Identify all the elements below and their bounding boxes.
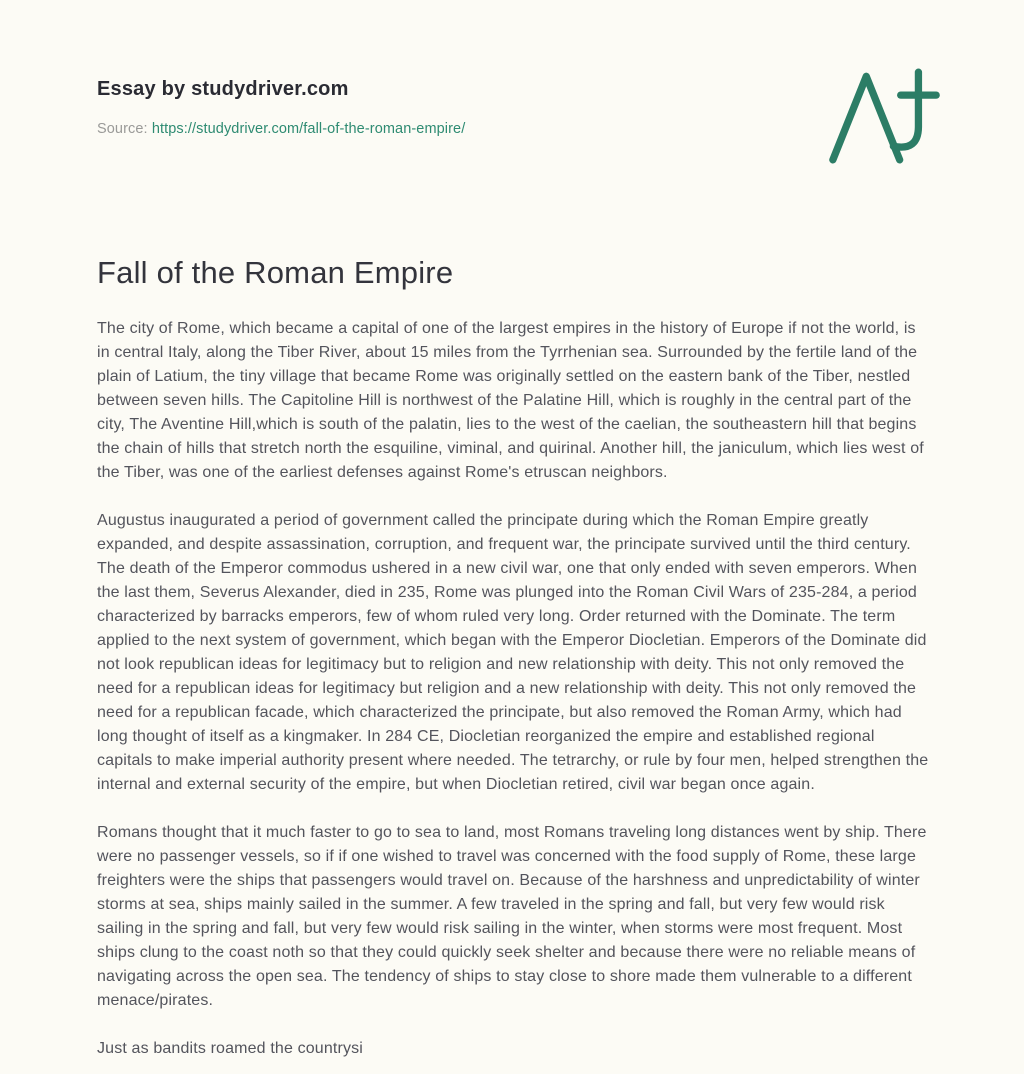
essay-title: Fall of the Roman Empire — [97, 255, 454, 290]
essay-paragraph-3: Romans thought that it much faster to go to sea to land, most Romans traveling long distances went by ship. There were no passenger vessels, so if if one wished to travel was concerned with the food supply of Rome, these large freighters were the ships that passengers would travel on. Because of the harshness and unpredictability of winter storms at sea, ships mainly sailed in the summer. A few traveled in the spring and fall, but very few would risk sailing in the spring and fall, but very few would risk sailing in the winter, when storms were most frequent. Most ships clung to the coast noth so that they could quickly seek shelter and because there were no reliable means of navigating across the open sea. The tendency of ships to stay close to shore made them vulnerable to a different menace/pirates. — [97, 824, 927, 1009]
essay-body — [97, 317, 930, 1061]
source-label: Source: — [97, 121, 148, 137]
essay-byline: Essay by studydriver.com — [97, 78, 349, 100]
source-line — [97, 121, 930, 137]
logo-dagger-stem — [893, 72, 918, 147]
logo-a-shape — [833, 76, 900, 159]
essay-paragraph-1: The city of Rome, which became a capital of one of the largest empires in the history of Europe if not the world, is in central Italy, along the Tiber River, about 15 miles from the Tyrrhenian sea. Surrounded by the fertile land of the plain of Latium, the tiny village that became Rome was originally settled on the eastern bank of the Tiber, nestled between seven hills. The Capitoline Hill is northwest of the Palatine Hill, which is roughly in the central part of the city, The Aventine Hill,which is south of the palatin, lies to the west of the caelian, the southeastern hill that begins the chain of hills that stretch north the esquiline, viminal, and quirinal. Another hill, the janiculum, which lies west of the Tiber, was one of the earliest defenses against Rome's etruscan neighbors. — [97, 320, 924, 481]
essay-paragraph-4-truncated: Just as bandits roamed the countrysi — [97, 1040, 363, 1057]
essay-paragraph-2: Augustus inaugurated a period of government called the principate during which the Roman Empire greatly expanded, and despite assassination, corruption, and frequent war, the principate survived until the third century. The death of the Emperor commodus ushered in a new civil war, one that only ended with seven emperors. When the last them, Severus Alexander, died in 235, Rome was plunged into the Roman Civil Wars of 235-284, a period characterized by barracks emperors, few of whom ruled very long. Order returned with the Dominate. The term applied to the next system of government, which began with the Emperor Diocletian. Emperors of the Dominate did not look republican ideas for legitimacy but to religion and new relationship with deity. This not only removed the need for a republican ideas for legitimacy but religion and a new relationship with deity. This not only removed the need for a republican facade, which characterized the principate, but also removed the Roman Army, which had long thought of itself as a kingmaker. In 284 CE, Diocletian reorganized the empire and established regional capitals to make imperial authority present where needed. The tetrarchy, or rule by four men, helped strengthen the internal and external security of the empire, but when Diocletian retired, civil war began once again. — [97, 512, 929, 793]
studydriver-logo — [826, 68, 942, 164]
source-url-link[interactable]: https://studydriver.com/fall-of-the-roman-empire/ — [151, 121, 466, 137]
